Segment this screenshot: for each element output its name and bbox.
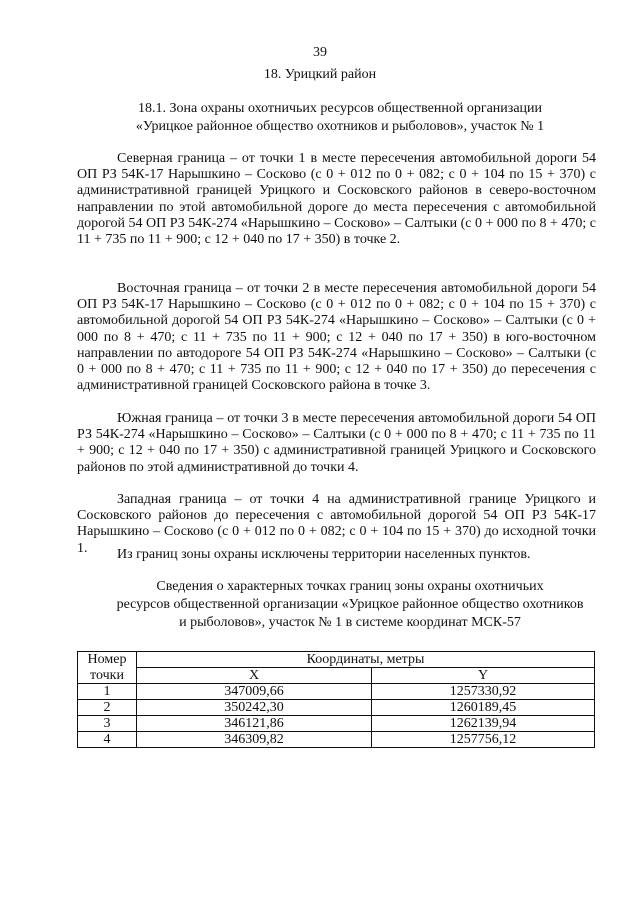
paragraph-west-border: Западная граница – от точки 4 на административной границе Урицкого и Сосковского районов до пересечения с автомобильной дорогой 54 ОП РЗ 54К-17 Нарышкино – Сосково (с 0 + 012 по 0 + 082; с 0 + 104 по 15 + 370) до исходной точки 1. xyxy=(77,492,596,556)
y-coordinate-cell: 1262139,94 xyxy=(372,716,595,732)
header-point-number-line2: точки xyxy=(78,668,137,684)
point-number-cell: 4 xyxy=(78,732,137,748)
header-x: X xyxy=(137,668,372,684)
point-number-cell: 1 xyxy=(78,684,137,700)
header-y: Y xyxy=(372,668,595,684)
paragraph-east-border: Восточная граница – от точки 2 в месте пересечения автомобильной дороги 54 ОП РЗ 54К-17 Нарышкино – Сосково (с 0 + 012 по 0 + 082; с 0 + 104 по 15 + 370) с автомобильной дорогой 54 ОП РЗ 54К-274 «Нарышкино – Сосково» – Салтыки (с 0 + 000 по 8 + 470; с 11 + 735 по 11 + 900; с 12 + 040 по 17 + 350) в юго-восточном направлении по автодороге 54 ОП РЗ 54К-274 «Нарышкино – Сосково» – Салтыки (с 0 + 000 по 8 + 470; с 11 + 735 по 11 + 900; с 12 + 040 по 17 + 350) до пересечения с административной границей Сосковского района в точке 3. xyxy=(77,281,596,394)
paragraph-south-border: Южная граница – от точки 3 в месте пересечения автомобильной дороги 54 ОП РЗ 54К-274 «Нарышкино – Сосково» – Салтыки (с 0 + 000 по 8 + 470; с 11 + 735 по 11 + 900; с 12 + 040 по 17 + 350) с административной границей Урицкого и Сосковского районов по этой административной до точки 4. xyxy=(77,411,596,475)
x-coordinate-cell: 346121,86 xyxy=(137,716,372,732)
table-header-row xyxy=(78,668,595,684)
table-row xyxy=(78,684,595,700)
y-coordinate-cell: 1257756,12 xyxy=(372,732,595,748)
x-coordinate-cell: 350242,30 xyxy=(137,700,372,716)
subsection-title-line: «Урицкое районное общество охотников и рыболовов», участок № 1 xyxy=(135,119,545,134)
table-row xyxy=(78,700,595,716)
table-caption-line: ресурсов общественной организации «Урицкое районное общество охотников xyxy=(116,597,584,612)
table-caption-line: Сведения о характерных точках границ зоны охраны охотничьих xyxy=(156,579,544,594)
paragraph-north-border: Северная граница – от точки 1 в месте пересечения автомобильной дороги 54 ОП РЗ 54К-17 Нарышкино – Сосково (с 0 + 012 по 0 + 082; с 0 + 104 по 15 + 370) с административной границей Урицкого и Сосковского районов в северо-восточном направлении по этой автомобильной дороге до места пересечения с автомобильной дорогой 54 ОП РЗ 54К-274 «Нарышкино – Сосково» – Салтыки (с 0 + 000 по 8 + 470; с 11 + 735 по 11 + 900; с 12 + 040 по 17 + 350) в точке 2. xyxy=(77,151,596,248)
section-title: 18. Урицкий район xyxy=(263,67,377,82)
subsection-title xyxy=(90,100,590,136)
subsection-title-line: 18.1. Зона охраны охотничьих ресурсов общественной организации xyxy=(137,101,543,116)
header-point-number: Номер xyxy=(78,652,137,668)
table-caption xyxy=(74,578,626,632)
coordinates-table xyxy=(77,651,595,748)
point-number-cell: 2 xyxy=(78,700,137,716)
table-header-row xyxy=(78,652,595,668)
y-coordinate-cell: 1257330,92 xyxy=(372,684,595,700)
point-number-cell: 3 xyxy=(78,716,137,732)
header-coordinates: Координаты, метры xyxy=(137,652,595,668)
table-row xyxy=(78,716,595,732)
page-number: 39 xyxy=(313,45,327,60)
x-coordinate-cell: 347009,66 xyxy=(137,684,372,700)
table-row xyxy=(78,732,595,748)
table-caption-line: и рыболовов», участок № 1 в системе координат МСК-57 xyxy=(179,615,521,630)
paragraph-exclusions: Из границ зоны охраны исключены территории населенных пунктов. xyxy=(117,547,531,562)
y-coordinate-cell: 1260189,45 xyxy=(372,700,595,716)
x-coordinate-cell: 346309,82 xyxy=(137,732,372,748)
